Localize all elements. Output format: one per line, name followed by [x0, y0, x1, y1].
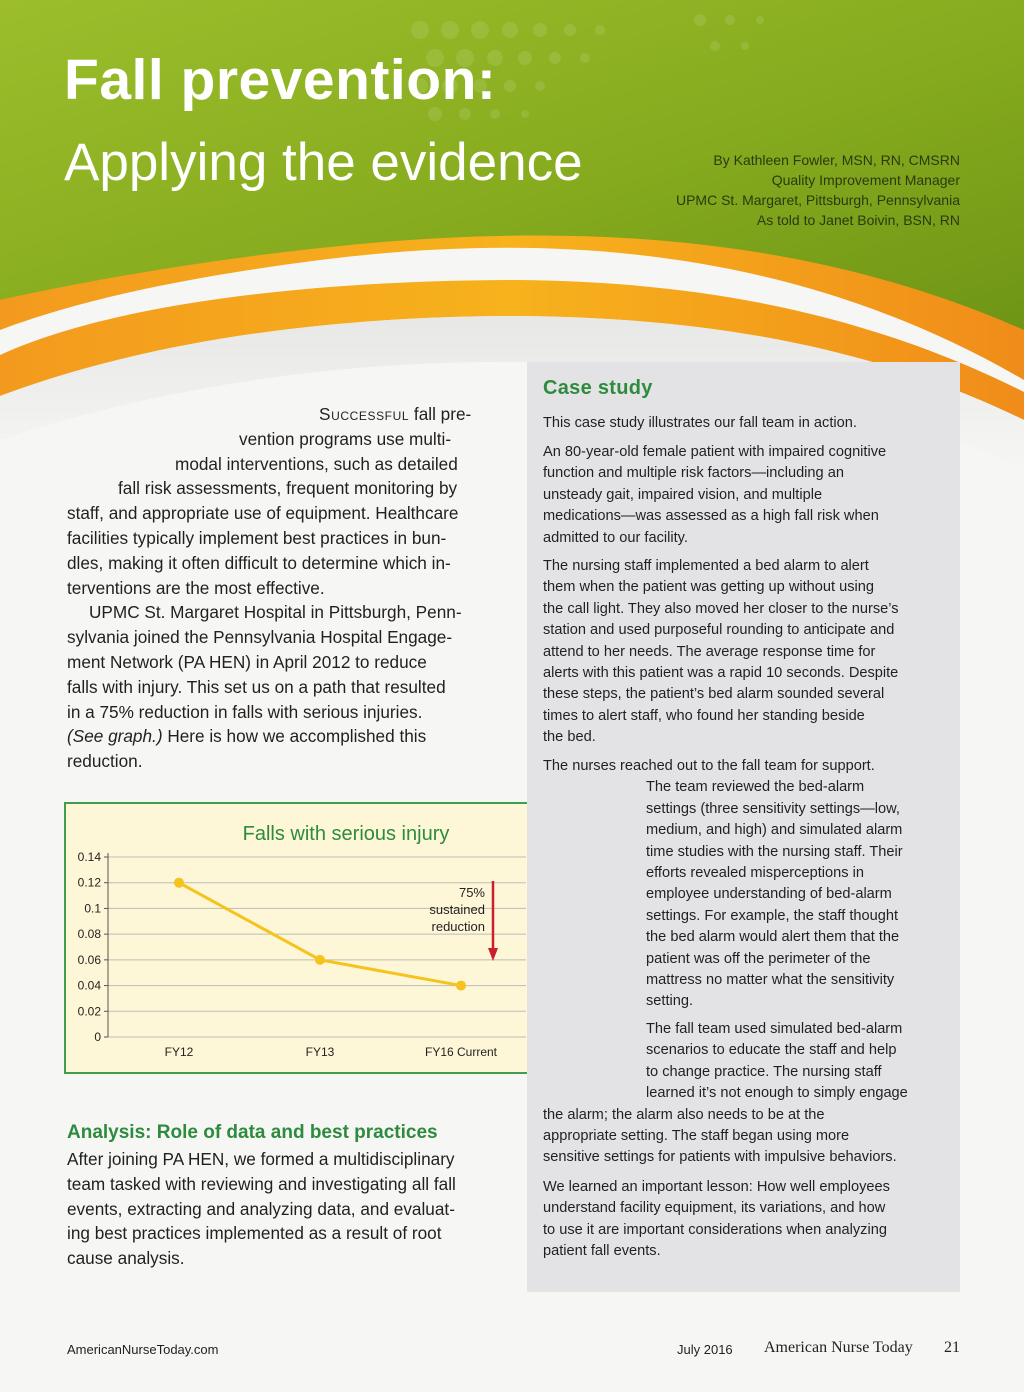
- case-paragraph-2: An 80-year-old female patient with impaired cognitive function and multiple risk factors—including an unsteady gait, impaired vision, and multiple medications—was assessed as a high fall risk when admitted to our facility.: [543, 444, 887, 546]
- footer-page-number: 21: [944, 1339, 960, 1356]
- case-paragraph-1: This case study illustrates our fall team in action.: [543, 415, 857, 431]
- y-tick-label: 0.02: [77, 1004, 101, 1019]
- reduction-arrow-head: [488, 948, 498, 961]
- footer-date: July 2016: [677, 1342, 733, 1357]
- case-study-title: Case study: [543, 377, 653, 399]
- byline-as-told-to: As told to Janet Boivin, BSN, RN: [756, 212, 960, 228]
- see-graph-reference: (See graph.): [67, 726, 163, 747]
- data-point: [174, 878, 184, 888]
- case-paragraph-6: We learned an important lesson: How well employees understand facility equipment, its variations, and how to use it are important considerations when analyzing patient fall events.: [543, 1179, 890, 1260]
- case-paragraph-5: The fall team used simulated bed-alarm scenarios to educate the staff and help to change practice. The nursing staff learned it’s not enough to simply engage the alarm; the alarm also needs to be at the appropriate setting. The staff began using more sensitive settings for patients with impulsive behaviors.: [543, 1021, 908, 1166]
- case-paragraph-4: The nurses reached out to the fall team for support. The team reviewed the bed-alarm settings (three sensitivity settings—low, medium, and high) and simulated alarm time studies with the nursing staff. Their efforts revealed misperceptions in employee understanding of bed-alarm settings. For example, the staff thought the bed alarm would alert them that the patient was off the perimeter of the mattress no matter what the sensitivity setting.: [543, 758, 903, 1010]
- y-tick-label: 0.08: [77, 927, 101, 942]
- x-tick-label: FY12: [164, 1045, 194, 1059]
- intro-paragraph-1: Successful fall pre- vention programs use multi- modal interventions, such as detailed fall risk assessments, frequent monitoring by staff, and appropriate use of equipment. Healthcare facilities typically implement best practices in bun- dles, making it often difficult to determine which in- terventions are the most effective.: [67, 404, 472, 598]
- chart-gridlines: [108, 857, 526, 1037]
- article-subtitle: Applying the evidence: [64, 133, 583, 192]
- chart-y-axis: [78, 850, 108, 1044]
- annotation-text: 75%: [458, 885, 485, 900]
- footer-magazine-name: American Nurse Today: [764, 1339, 913, 1356]
- byline-affiliation: UPMC St. Margaret, Pittsburgh, Pennsylvania: [675, 192, 960, 208]
- y-tick-label: 0.04: [77, 978, 101, 993]
- byline-role: Quality Improvement Manager: [771, 172, 960, 188]
- intro-text: [67, 402, 497, 774]
- lead-in-word: Successful: [319, 404, 410, 424]
- data-point: [456, 981, 466, 991]
- chart-title: Falls with serious injury: [242, 823, 450, 845]
- y-tick-label: 0.12: [77, 875, 101, 890]
- falls-chart: [64, 802, 529, 1074]
- x-tick-label: FY13: [305, 1045, 335, 1059]
- article-title: Fall prevention:: [64, 48, 497, 112]
- case-paragraph-3: The nursing staff implemented a bed alarm to alert them when the patient was getting up without using the call light. They also moved her closer to the nurse’s station and used purposeful rounding to anticipate and attend to her needs. The average response time for alerts with this patient was a rapid 10 seconds. Despite these steps, the patient’s bed alarm sounded several times to alert staff, who found her standing beside the bed.: [543, 558, 899, 746]
- chart-x-axis: [165, 1045, 498, 1059]
- byline-author: By Kathleen Fowler, MSN, RN, CMSRN: [713, 152, 960, 168]
- x-tick-label: FY16 Current: [424, 1045, 498, 1059]
- falls-chart-svg: [66, 804, 526, 1071]
- byline: [676, 150, 960, 230]
- y-tick-label: 0.1: [84, 901, 101, 916]
- y-tick-label: 0: [94, 1030, 101, 1044]
- analysis-text: After joining PA HEN, we formed a multidisciplinary team tasked with reviewing and investigating all fall events, extracting and analyzing data, and evaluat- ing best practices implemented as a result of root cause analysis.: [67, 1149, 456, 1269]
- intro-paragraph-2: UPMC St. Margaret Hospital in Pittsburgh, Penn- sylvania joined the Pennsylvania Hospital Engage- ment Network (PA HEN) in April 2012 to reduce falls with injury. This set us on a path that resulted in a 75% reduction in falls with serious injuries. (See graph.) Here is how we accomplished this reduction.: [67, 602, 462, 772]
- annotation-text: reduction: [431, 919, 485, 934]
- y-tick-label: 0.06: [77, 952, 101, 967]
- analysis-heading: Analysis: Role of data and best practices: [67, 1122, 438, 1143]
- chart-annotation: [429, 881, 498, 961]
- y-tick-label: 0.14: [77, 850, 101, 864]
- annotation-text: sustained: [429, 902, 485, 917]
- footer-website: AmericanNurseToday.com: [67, 1342, 219, 1357]
- data-point: [315, 955, 325, 965]
